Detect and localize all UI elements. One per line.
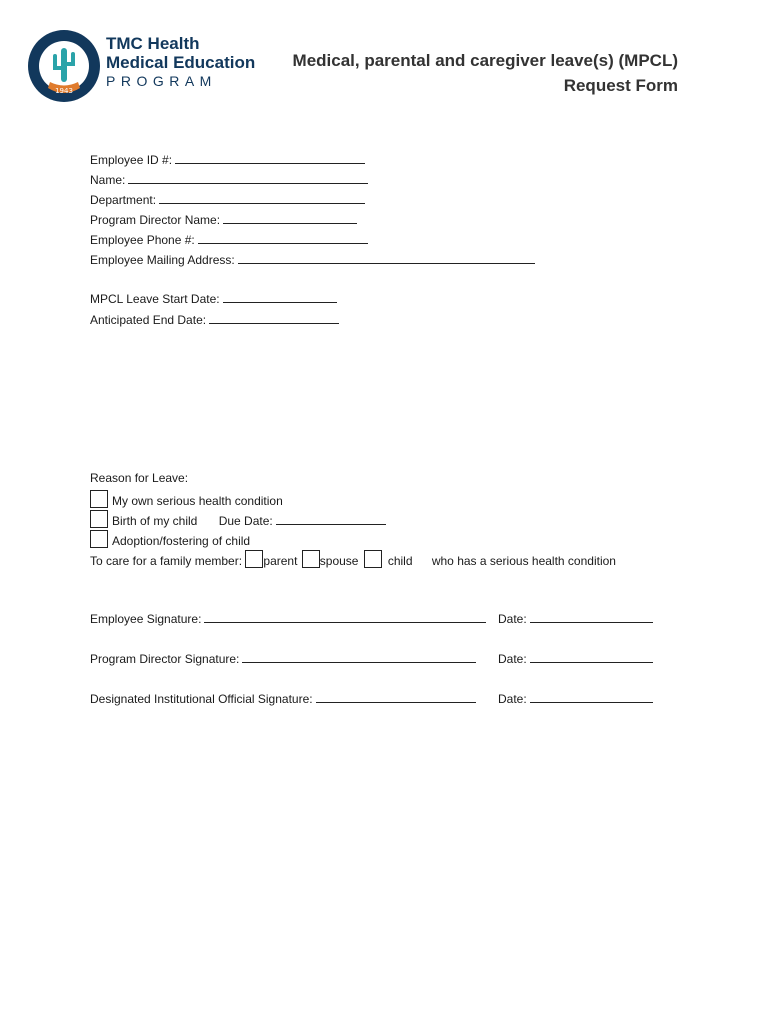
reason-family-care[interactable] — [90, 550, 616, 569]
dio-signature-field[interactable] — [90, 690, 476, 707]
leave-start-blank[interactable] — [223, 290, 337, 303]
employee-phone-blank[interactable] — [198, 231, 368, 244]
logo-line-3: PROGRAM — [106, 73, 217, 89]
end-date-field[interactable] — [90, 311, 339, 328]
director-signature-field[interactable] — [90, 650, 476, 667]
employee-phone-label: Employee Phone #: — [90, 233, 195, 247]
svg-text:1943: 1943 — [55, 87, 73, 95]
birth-label: Birth of my child — [112, 514, 198, 528]
own-condition-checkbox[interactable] — [90, 490, 108, 508]
mailing-address-blank[interactable] — [238, 251, 535, 264]
own-condition-label: My own serious health condition — [112, 494, 283, 508]
due-date-label: Due Date: — [218, 514, 273, 528]
end-date-blank[interactable] — [209, 311, 339, 324]
reason-birth[interactable] — [90, 510, 386, 529]
director-date-blank[interactable] — [530, 650, 653, 663]
mailing-address-label: Employee Mailing Address: — [90, 253, 235, 267]
director-signature-blank[interactable] — [242, 650, 476, 663]
name-field[interactable] — [90, 171, 368, 188]
adoption-label: Adoption/fostering of child — [112, 534, 251, 548]
name-label: Name: — [90, 173, 126, 187]
page-title — [293, 48, 678, 98]
employee-id-field[interactable] — [90, 151, 365, 168]
logo-line-2: Medical Education — [106, 53, 256, 72]
dio-date-label: Date: — [498, 692, 527, 706]
department-field[interactable] — [90, 191, 365, 208]
seal-icon — [26, 28, 102, 104]
title-line-1: Medical, parental and caregiver leave(s) (MPCL) — [292, 51, 678, 70]
employee-signature-label: Employee Signature: — [90, 612, 202, 626]
child-checkbox[interactable] — [364, 550, 382, 568]
department-label: Department: — [90, 193, 157, 207]
mailing-address-field[interactable] — [90, 251, 535, 268]
reason-own-condition[interactable] — [90, 490, 283, 509]
spouse-label: spouse — [319, 554, 359, 568]
department-blank[interactable] — [159, 191, 365, 204]
employee-id-label: Employee ID #: — [90, 153, 173, 167]
leave-start-field[interactable] — [90, 290, 337, 307]
reason-heading: Reason for Leave: — [90, 471, 189, 485]
adoption-checkbox[interactable] — [90, 530, 108, 548]
care-prefix-label: To care for a family member: — [90, 554, 243, 568]
employee-date-label: Date: — [498, 612, 527, 626]
director-signature-label: Program Director Signature: — [90, 652, 240, 666]
birth-checkbox[interactable] — [90, 510, 108, 528]
reason-adoption[interactable] — [90, 530, 250, 549]
employee-date-blank[interactable] — [530, 610, 653, 623]
director-date-field[interactable] — [498, 650, 653, 666]
leave-start-label: MPCL Leave Start Date: — [90, 292, 220, 306]
spouse-checkbox[interactable] — [302, 550, 320, 568]
dio-signature-blank[interactable] — [316, 690, 476, 703]
program-logo — [26, 28, 266, 104]
logo-line-1: TMC Health — [106, 34, 200, 53]
dio-date-field[interactable] — [498, 690, 653, 706]
parent-label: parent — [263, 554, 298, 568]
child-label: child — [387, 554, 413, 568]
employee-signature-field[interactable] — [90, 610, 486, 627]
dio-date-blank[interactable] — [530, 690, 653, 703]
employee-signature-blank[interactable] — [204, 610, 486, 623]
parent-checkbox[interactable] — [245, 550, 263, 568]
program-director-name-field[interactable] — [90, 211, 357, 228]
director-date-label: Date: — [498, 652, 527, 666]
title-line-2: Request Form — [563, 76, 678, 95]
employee-date-field[interactable] — [498, 610, 653, 626]
name-blank[interactable] — [128, 171, 368, 184]
end-date-label: Anticipated End Date: — [90, 313, 207, 327]
employee-id-blank[interactable] — [175, 151, 365, 164]
care-suffix-label: who has a serious health condition — [431, 554, 616, 568]
program-director-name-blank[interactable] — [223, 211, 357, 224]
due-date-blank[interactable] — [276, 512, 386, 525]
dio-signature-label: Designated Institutional Official Signature: — [90, 692, 313, 706]
employee-phone-field[interactable] — [90, 231, 368, 248]
program-director-name-label: Program Director Name: — [90, 213, 221, 227]
